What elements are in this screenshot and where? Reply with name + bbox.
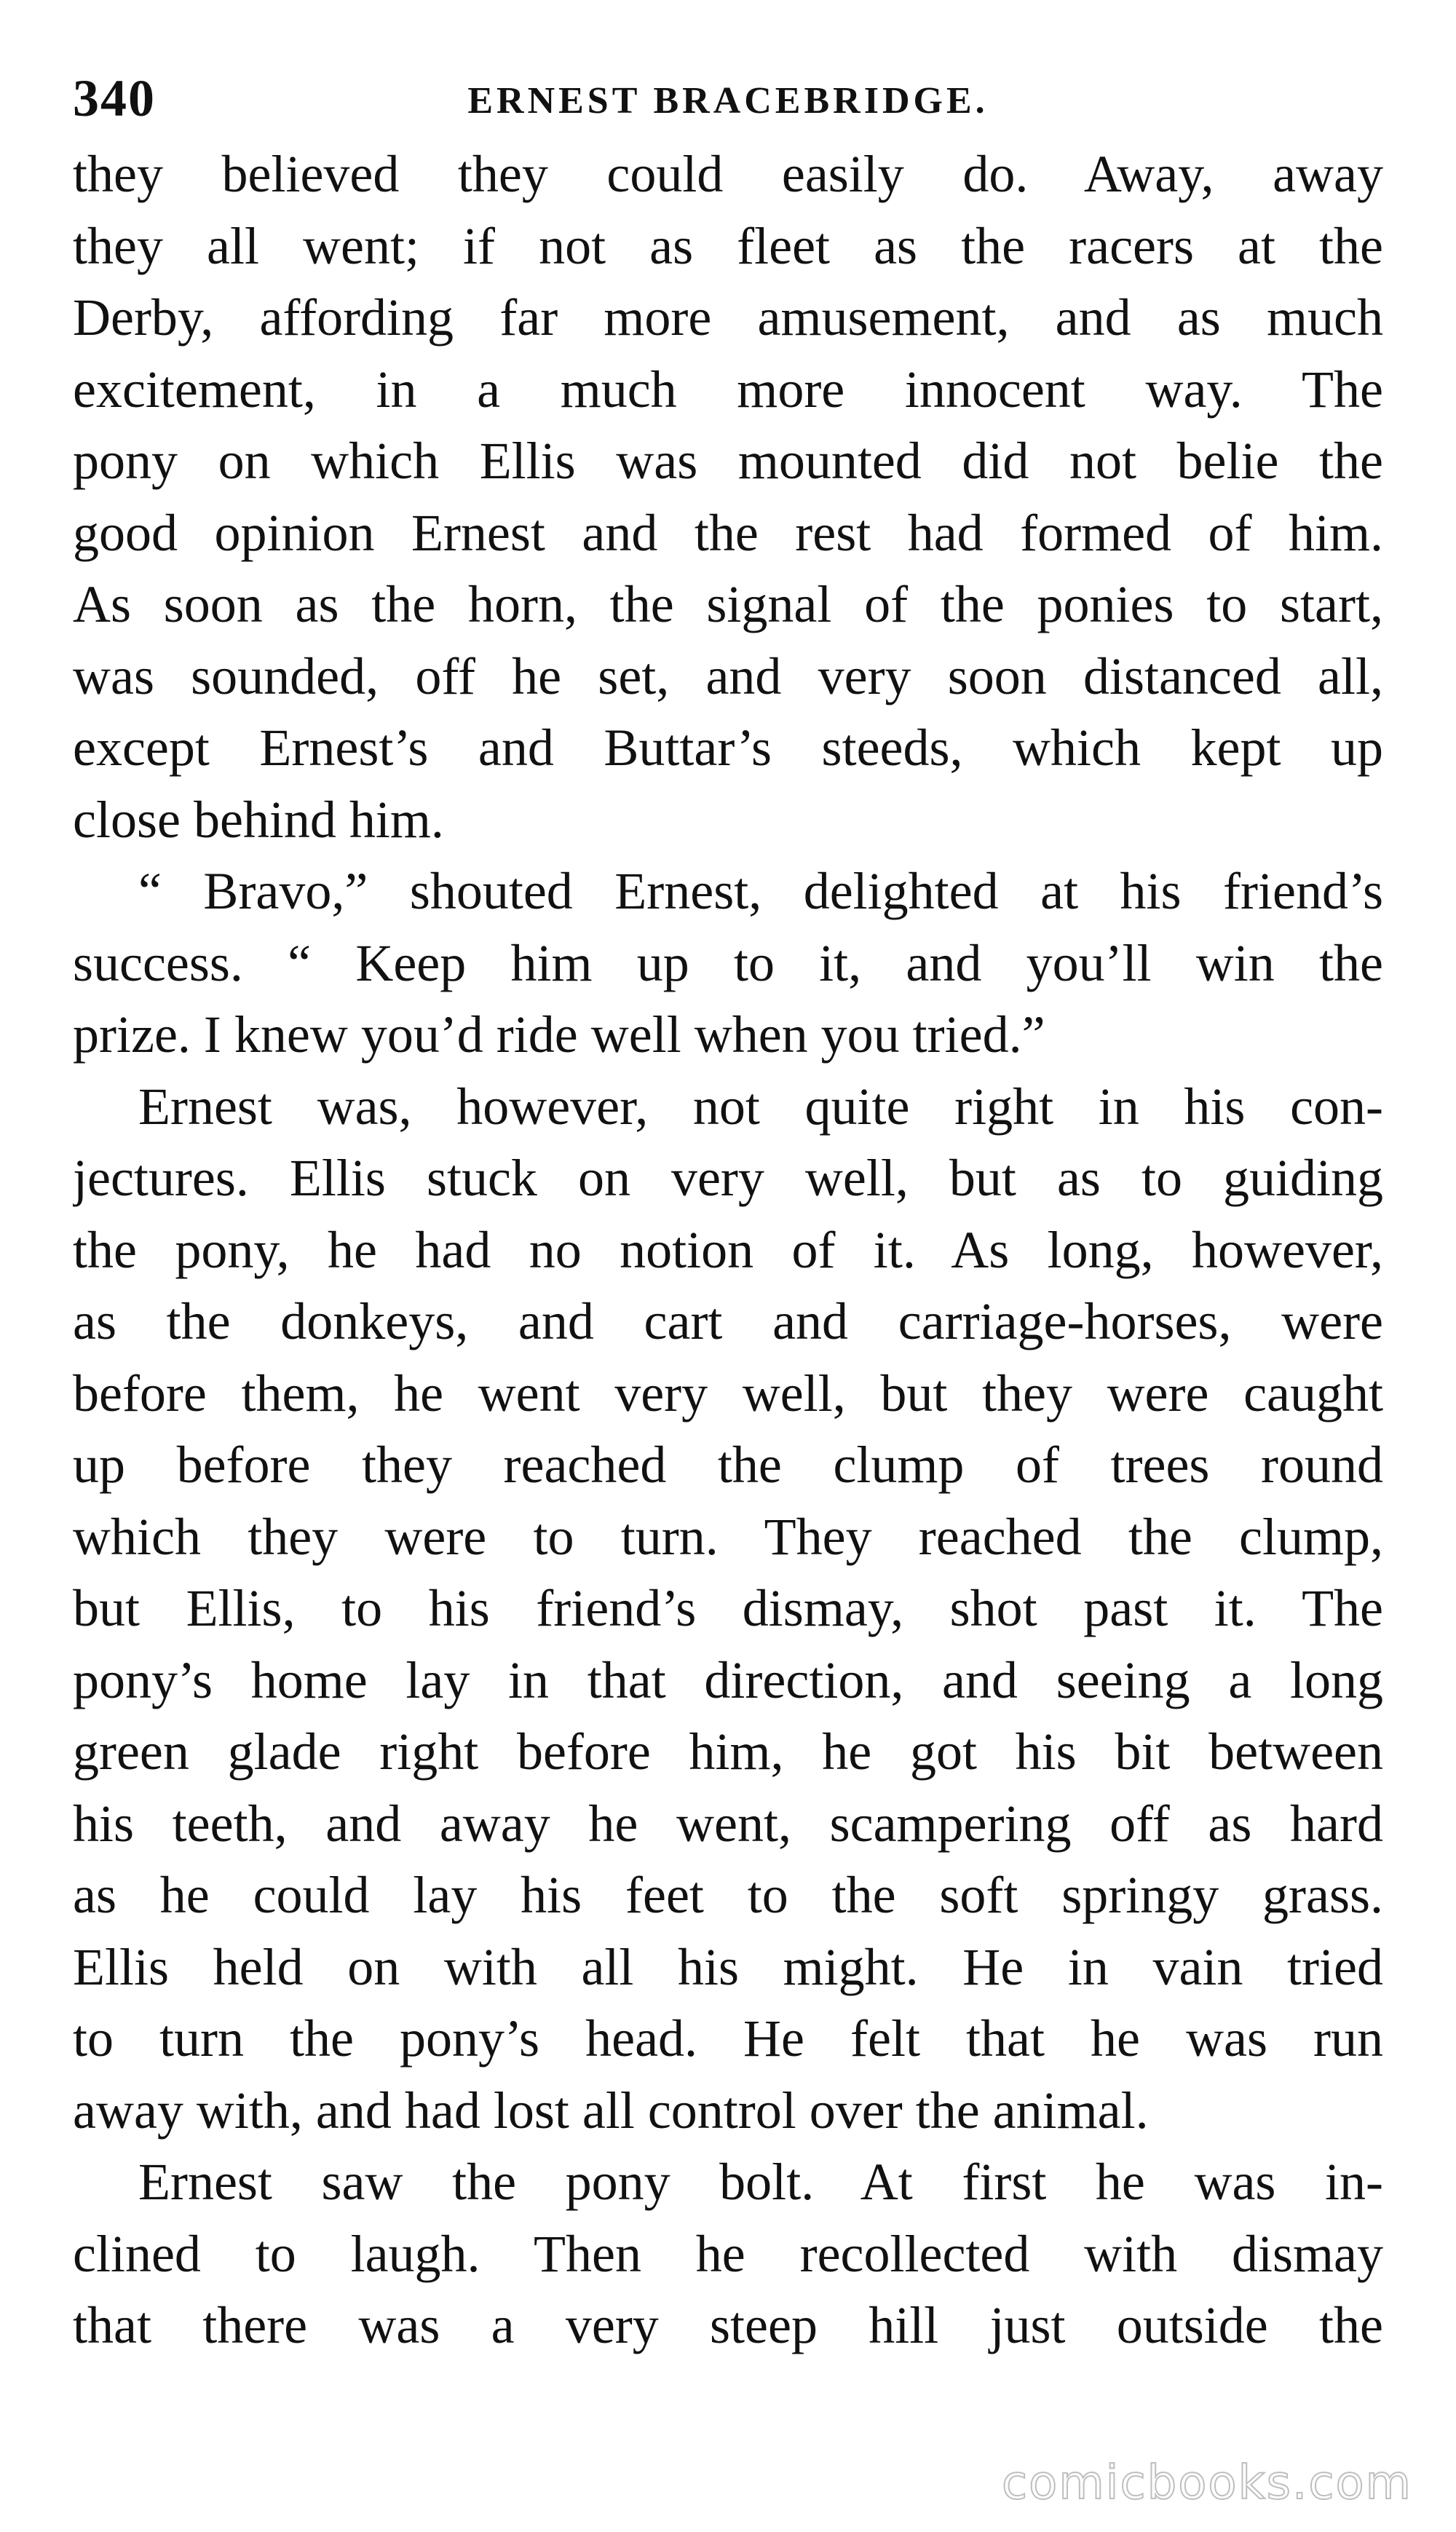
text-line: up before they reached the clump of trees round bbox=[73, 1436, 1383, 1494]
book-page bbox=[73, 58, 1383, 2461]
text-line: which they were to turn. They reached the clump, bbox=[73, 1507, 1383, 1566]
text-line: as the donkeys, and cart and carriage-horses, were bbox=[73, 1292, 1383, 1350]
body-text bbox=[73, 138, 1383, 2362]
page-number: 340 bbox=[73, 69, 156, 127]
text-line: clined to laugh. Then he recollected with dismay bbox=[73, 2224, 1383, 2283]
text-line: Ernest saw the pony bolt. At first he was in- bbox=[138, 2153, 1383, 2211]
text-line: Ernest was, however, not quite right in his con- bbox=[138, 1077, 1383, 1136]
text-line: pony on which Ellis was mounted did not belie the bbox=[73, 432, 1383, 490]
text-line: to turn the pony’s head. He felt that he was run bbox=[73, 2009, 1383, 2068]
text-line: As soon as the horn, the signal of the ponies to start, bbox=[73, 575, 1383, 633]
text-line: close behind him. bbox=[73, 790, 444, 849]
text-line: away with, and had lost all control over the animal. bbox=[73, 2081, 1149, 2140]
text-line: prize. I knew you’d ride well when you tried.” bbox=[73, 1005, 1045, 1064]
watermark: comicbooks.com bbox=[1001, 2456, 1412, 2510]
text-line: except Ernest’s and Buttar’s steeds, which kept up bbox=[73, 719, 1383, 777]
text-line: success. “ Keep him up to it, and you’ll win the bbox=[73, 933, 1383, 992]
text-line: excitement, in a much more innocent way. The bbox=[73, 360, 1383, 419]
text-line: the pony, he had no notion of it. As long, however, bbox=[73, 1220, 1383, 1279]
text-line: jectures. Ellis stuck on very well, but as to guiding bbox=[73, 1149, 1383, 1207]
text-line: they all went; if not as fleet as the racers at the bbox=[73, 216, 1383, 275]
book-title: ERNEST BRACEBRIDGE. bbox=[467, 80, 989, 122]
text-line: before them, he went very well, but they were caught bbox=[73, 1364, 1383, 1423]
text-line: was sounded, off he set, and very soon distanced all, bbox=[73, 646, 1383, 705]
text-line: Ellis held on with all his might. He in vain tried bbox=[73, 1937, 1383, 1996]
text-line: his teeth, and away he went, scampering off as hard bbox=[73, 1794, 1383, 1853]
text-line: “ Bravo,” shouted Ernest, delighted at his friend’s bbox=[138, 862, 1383, 920]
text-line: Derby, affording far more amusement, and as much bbox=[73, 288, 1383, 347]
text-line: pony’s home lay in that direction, and seeing a long bbox=[73, 1650, 1383, 1709]
text-line: but Ellis, to his friend’s dismay, shot past it. The bbox=[73, 1579, 1383, 1637]
text-line: as he could lay his feet to the soft springy grass. bbox=[73, 1866, 1383, 1924]
text-line: good opinion Ernest and the rest had formed of him. bbox=[73, 503, 1383, 562]
text-line: green glade right before him, he got his bit between bbox=[73, 1722, 1383, 1781]
text-line: they believed they could easily do. Away, away bbox=[73, 145, 1383, 203]
running-head bbox=[73, 58, 1383, 138]
text-line: that there was a very steep hill just outside the bbox=[73, 2296, 1383, 2354]
